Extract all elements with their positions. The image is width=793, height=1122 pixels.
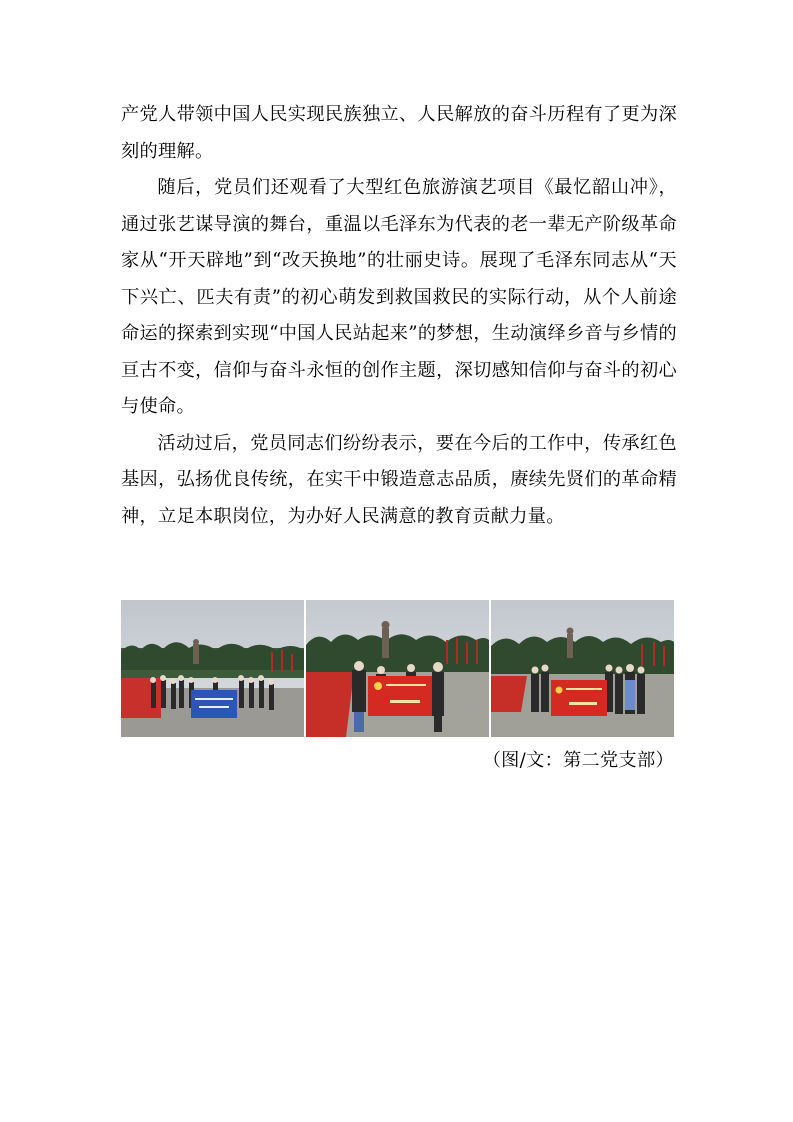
group-photo-2 (306, 600, 489, 737)
paragraph-reflection: 活动过后，党员同志们纷纷表示，要在今后的工作中，传承红色基因，弘扬优良传统，在实干中锻造意志品质，赓续先贤们的革命精神，立足本职岗位，为办好人民满意的教育贡献力量。 (121, 432, 677, 527)
paragraph-performance: 随后，党员们还观看了大型红色旅游演艺项目《最忆韶山冲》，通过张艺谋导演的舞台，重温以毛泽东为代表的老一辈无产阶级革命家从“开天辟地”到“改天换地”的壮丽史诗。展现了毛泽东同志从“天下兴亡、匹夫有责”的初心萌发到救国救民的实际行动，从个人前途命运的探索到实现“中国人民站起来”的梦想，生动演绎乡音与乡情的亘古不变，信仰与奋斗永恒的创作主题，深切感知信仰与奋斗的初心与使命。 (121, 177, 677, 417)
group-photo-3-image (491, 600, 674, 737)
paragraph-continued: 产党人带领中国人民实现民族独立、人民解放的奋斗历程有了更为深刻的理解。 (121, 104, 677, 162)
group-photo-2-image (306, 600, 489, 737)
group-photo-1-image (121, 600, 304, 737)
photo-caption: （图/文：第二党支部） (482, 750, 674, 771)
group-photo-3 (491, 600, 674, 737)
group-photo-1 (121, 600, 304, 737)
article-body (121, 97, 677, 535)
photo-strip (121, 600, 674, 737)
